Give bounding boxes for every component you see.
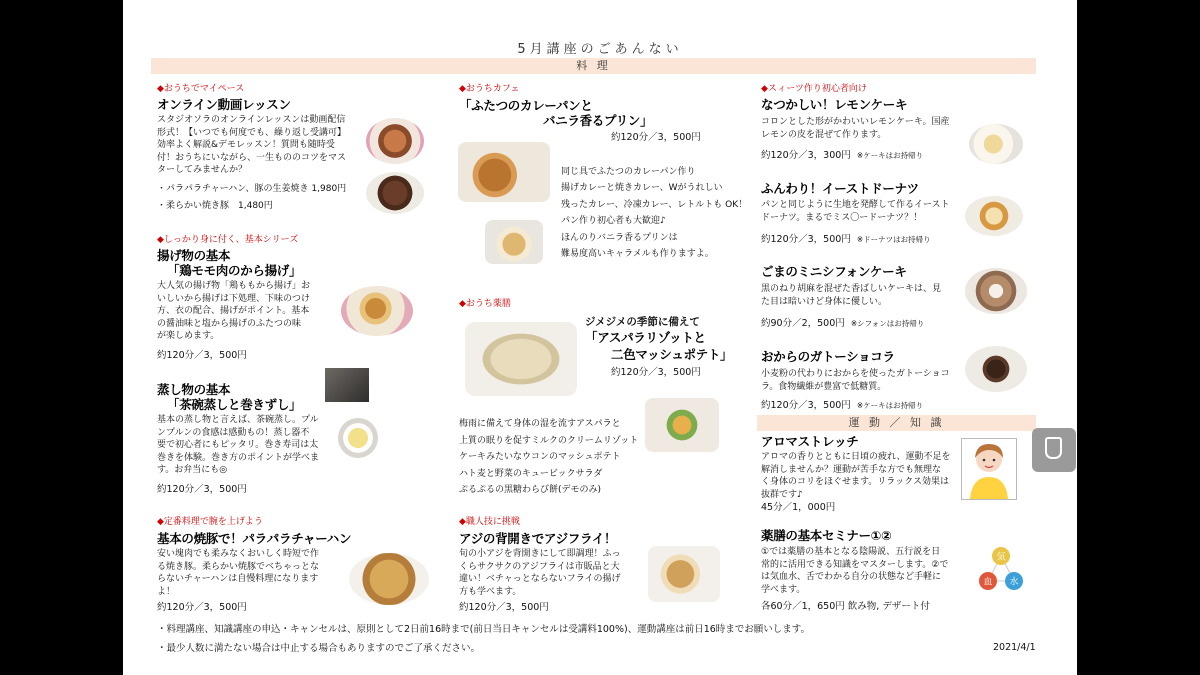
- course-body: パンと同じように生地を発酵して作るイースト ドーナツ。まるでミス〇ードーナツ？！: [761, 200, 950, 223]
- course-heading: 揚げ物の基本: [157, 248, 231, 263]
- course-body: 梅雨に備えて身体の湿を流すアスパラと 上質の眠りを促すミルクのクリームリゾット ケーキみたいなウコンのマッシュポテト ハト麦と野菜のキュービックサラダ ぷるぷるの黒糖わらび餅(デモのみ): [459, 419, 639, 495]
- instructor-illustration: [961, 438, 1017, 500]
- course-heading: 「ふたつのカレーパンと: [459, 98, 593, 113]
- diagram-label: 血: [983, 577, 993, 588]
- category-label: ◆しっかり身に付く、基本シリーズ: [157, 235, 299, 245]
- ki-ketsu-sui-diagram: [976, 543, 1026, 597]
- food-photo: [465, 322, 577, 396]
- category-label: ◆おうちカフェ: [459, 84, 520, 94]
- course-body: アロマの香りとともに日頃の疲れ、運動不足を 解消しませんか？運動が苦手な方でも無理な く身体のコリをほぐせます。リラックス効果は 抜群です♪: [761, 452, 951, 500]
- cup-icon: [1045, 437, 1062, 459]
- exercise-band: 運 動 ／ 知 識: [757, 415, 1036, 431]
- course-heading: 基本の焼豚で！パラパラチャーハン: [157, 531, 352, 546]
- course-body: 同じ具でふたつのカレーパン作り 揚げカレーと焼きカレー、Wがうれしい 残ったカレー、冷凍カレー、レトルトも OK！ パン作り初心者も大歓迎♪ ほんのりバニラ香るプリンは 難易度高いキャラメルも作りますよ。: [561, 167, 748, 260]
- course-subheading: 「茶碗蒸しと巻きずし」: [167, 397, 302, 412]
- course-price: 約120分／3，300円 ※ケーキはお持帰り: [761, 150, 924, 161]
- cooking-band: 料 理: [151, 58, 1036, 74]
- course-subheading: バニラ香るプリン」: [543, 113, 653, 128]
- course-subheading: 二色マッシュポテト」: [611, 347, 733, 362]
- course-price: 約90分／2，500円 ※シフォンはお持帰り: [761, 318, 925, 329]
- course-tagline: ジメジメの季節に備えて: [585, 316, 700, 328]
- food-photo: [338, 418, 378, 458]
- food-photo: [366, 172, 424, 214]
- course-heading: 「アスパラリゾットと: [585, 330, 706, 345]
- course-heading: アロマストレッチ: [761, 434, 859, 449]
- food-photo: [645, 398, 719, 452]
- page-title: 5月講座のごあんない: [517, 42, 683, 57]
- course-price: 約120分／3，500円 ※ドーナツはお持帰り: [761, 234, 931, 245]
- footer-note: ・最少人数に満たない場合は中止する場合もありますのでご了承ください。: [157, 643, 481, 654]
- course-price: 約120分／3，500円: [459, 602, 549, 613]
- category-label: ◆スィーツ作り初心者向け: [761, 84, 867, 94]
- category-label: ◆職人技に挑戦: [459, 517, 520, 527]
- diagram-label: 気: [996, 552, 1006, 563]
- course-body: コロンとした形がかわいいレモンケーキ。国産 レモンの皮を混ぜて作ります。: [761, 117, 950, 140]
- issue-date: 2021/4/1: [993, 642, 1036, 653]
- course-heading: ごまのミニシフォンケーキ: [761, 264, 907, 279]
- course-heading: ふんわり！イーストドーナツ: [761, 181, 919, 196]
- course-price: 約120分／3，500円: [157, 484, 247, 495]
- course-body: ①では薬膳の基本となる陰陽説、五行説を日 常的に活用できる知識をマスターします。②で は気血水、舌でわかる自分の状態など手軽に 学べます。: [761, 547, 949, 595]
- course-body: 基本の蒸し物と言えば、茶碗蒸し。プル ンプルンの食感は感動もの！蒸し器不 要で初心者にもピッタリ。巻き寿司は太 巻きを体験。巻き方のポイントが学べま す。お弁当にも◎: [157, 415, 320, 476]
- course-price: ・パラパラチャーハン、豚の生姜焼き 1,980円: [157, 184, 347, 194]
- course-price: 約120分／3，500円: [611, 367, 701, 378]
- food-photo: [341, 286, 413, 336]
- food-photo: [325, 368, 369, 402]
- footer-note: ・料理講座、知識講座の申込・キャンセルは、原則として2日前16時まで(前日当日キャンセルは受講料100%)、運動講座は前日16時までお願いします。: [157, 624, 811, 635]
- course-body: 大人気の揚げ物「鶏ももから揚げ」お いしいから揚げは下処理、下味のつけ 方、衣の配合、揚げがポイント。基本 の醤油味と塩から揚げのふたつの味 が楽しめます。: [157, 281, 311, 342]
- course-body: 小麦粉の代わりにおからを使ったガトーショコ ラ。食物繊維が豊富で低糖質。: [761, 369, 950, 392]
- food-photo: [969, 124, 1023, 164]
- food-photo: [349, 553, 429, 605]
- category-label: ◆定番料理で腕を上げよう: [157, 517, 263, 527]
- food-photo: [965, 346, 1027, 392]
- course-price: 約120分／3，500円: [157, 602, 247, 613]
- food-photo: [648, 546, 720, 602]
- food-photo: [458, 142, 550, 202]
- course-heading: なつかしい！レモンケーキ: [761, 97, 908, 112]
- course-price: 約120分／3，500円: [611, 132, 701, 143]
- course-subheading: 「鶏モモ肉のから揚げ」: [167, 263, 302, 278]
- course-body: 黒のねり胡麻を混ぜた香ばしいケーキは、見 た目は暗いけど身体に優しい。: [761, 284, 942, 307]
- course-price: 45分／1，000円: [761, 502, 836, 513]
- course-heading: 蒸し物の基本: [157, 382, 231, 397]
- category-label: ◆おうちでマイペース: [157, 84, 245, 94]
- food-photo: [965, 196, 1023, 236]
- course-heading: オンライン動画レッスン: [157, 97, 291, 112]
- category-label: ◆おうち薬膳: [459, 299, 511, 309]
- course-body: スタジオソラのオンラインレッスンは動画配信 形式！【いつでも何度でも、繰り返し受講可】 効率よく解説&デモレッスン！質問も随時受 付！おうちにいながら、一生もののコツをマス ターしてみませんか？: [157, 115, 347, 176]
- floating-tool-button[interactable]: [1032, 428, 1076, 472]
- course-body: 安い塊肉でも柔みなくおいしく時短で作 る焼き豚。柔らかい焼豚でベちゃっとな らないチャーハンは自慢料理になります よ！: [157, 549, 320, 597]
- course-heading: おからのガトーショコラ: [761, 349, 895, 364]
- food-photo: [366, 118, 424, 164]
- course-price: 各60分／1，650円 飲み物, デザート付: [761, 601, 930, 612]
- course-heading: アジの背開きでアジフライ！: [459, 531, 617, 546]
- course-body: 旬の小アジを背開きにして即調理！ふっ くらサクサクのアジフライは市販品と大 違い！ベチャっとならないフライの揚げ 方も学べます。: [459, 549, 621, 597]
- flyer-page: [123, 0, 1077, 675]
- course-price: 約120分／3，500円: [157, 350, 247, 361]
- course-price: ・柔らかい焼き豚 1,480円: [157, 201, 273, 211]
- diagram-label: 水: [1009, 577, 1019, 588]
- food-photo: [965, 268, 1027, 314]
- course-price: 約120分／3，500円 ※ケーキはお持帰り: [761, 400, 924, 411]
- course-heading: 薬膳の基本セミナー①②: [761, 528, 892, 543]
- food-photo: [485, 220, 543, 264]
